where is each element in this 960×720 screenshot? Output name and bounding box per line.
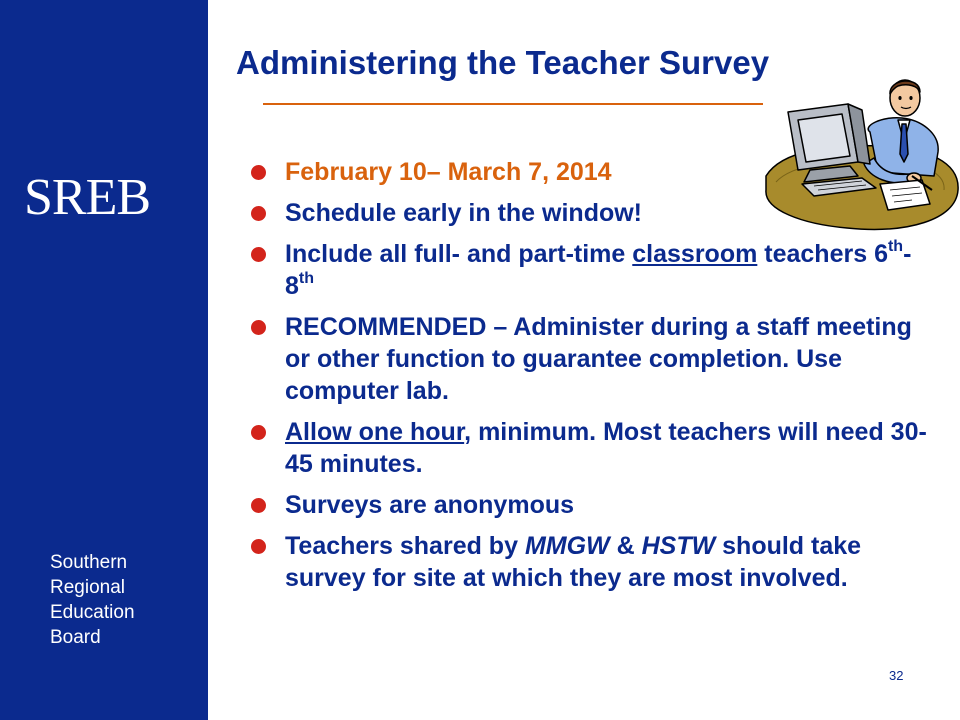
bullet-dot-icon (251, 498, 266, 513)
bullet-text-segment: , minimum. Most teachers will need 30-45 minutes. (285, 418, 927, 478)
org-name-line: Southern (50, 552, 128, 573)
bullet-text-segment: classroom (632, 240, 758, 268)
bullet-item (250, 156, 930, 188)
org-name-line: Education (50, 602, 135, 623)
bullet-dot-icon (251, 425, 266, 440)
page-number: 32 (889, 668, 904, 683)
bullet-text (285, 532, 861, 592)
bullet-dot-icon (251, 539, 266, 554)
bullet-text (285, 240, 911, 300)
slide-title: Administering the Teacher Survey (236, 44, 770, 81)
bullet-text-segment: & (609, 532, 642, 560)
bullet-text-segment: February 10– March 7, 2014 (285, 158, 612, 186)
bullet-text-segment: teachers 6 (757, 240, 888, 268)
bullet-text (285, 199, 642, 227)
bullet-text-segment: th (887, 238, 904, 255)
bullet-text-segment: Surveys are anonymous (285, 491, 575, 519)
org-name (50, 550, 135, 650)
bullet-item (250, 416, 930, 480)
bullet-item (250, 489, 930, 521)
bullet-text-segment: MMGW (524, 532, 610, 560)
org-name-line: Regional (50, 577, 125, 598)
bullet-dot-icon (251, 247, 266, 262)
bullet-item (250, 197, 930, 229)
bullet-item (250, 238, 930, 302)
bullet-text-segment: Teachers shared by (285, 532, 525, 560)
bullet-text-segment: should take survey for site at which they are most involved. (285, 532, 862, 592)
title-underline-rule (263, 103, 763, 105)
bullet-text (285, 313, 912, 405)
bullet-text-segment: Schedule early in the window! (285, 199, 643, 227)
org-name-line: Board (50, 627, 101, 648)
bullet-item (250, 311, 930, 407)
bullet-item (250, 530, 930, 594)
bullet-text-segment: RECOMMENDED – Administer during a staff meeting or other function to guarantee completion. Use computer lab. (285, 313, 912, 405)
bullet-dot-icon (251, 320, 266, 335)
bullet-dot-icon (251, 206, 266, 221)
sidebar (0, 0, 208, 720)
bullet-text-segment: Include all full- and part-time (285, 240, 633, 268)
bullet-text-segment: th (298, 270, 315, 287)
bullet-text (285, 491, 574, 519)
bullet-text-segment: HSTW (641, 532, 716, 560)
sreb-logo: SREB (24, 169, 151, 226)
bullet-dot-icon (251, 165, 266, 180)
bullet-text-segment: Allow one hour (285, 418, 465, 446)
bullet-list (250, 156, 930, 603)
bullet-text (285, 418, 927, 478)
bullet-text (285, 158, 612, 186)
bullet-text-segment: -8 (285, 240, 912, 300)
